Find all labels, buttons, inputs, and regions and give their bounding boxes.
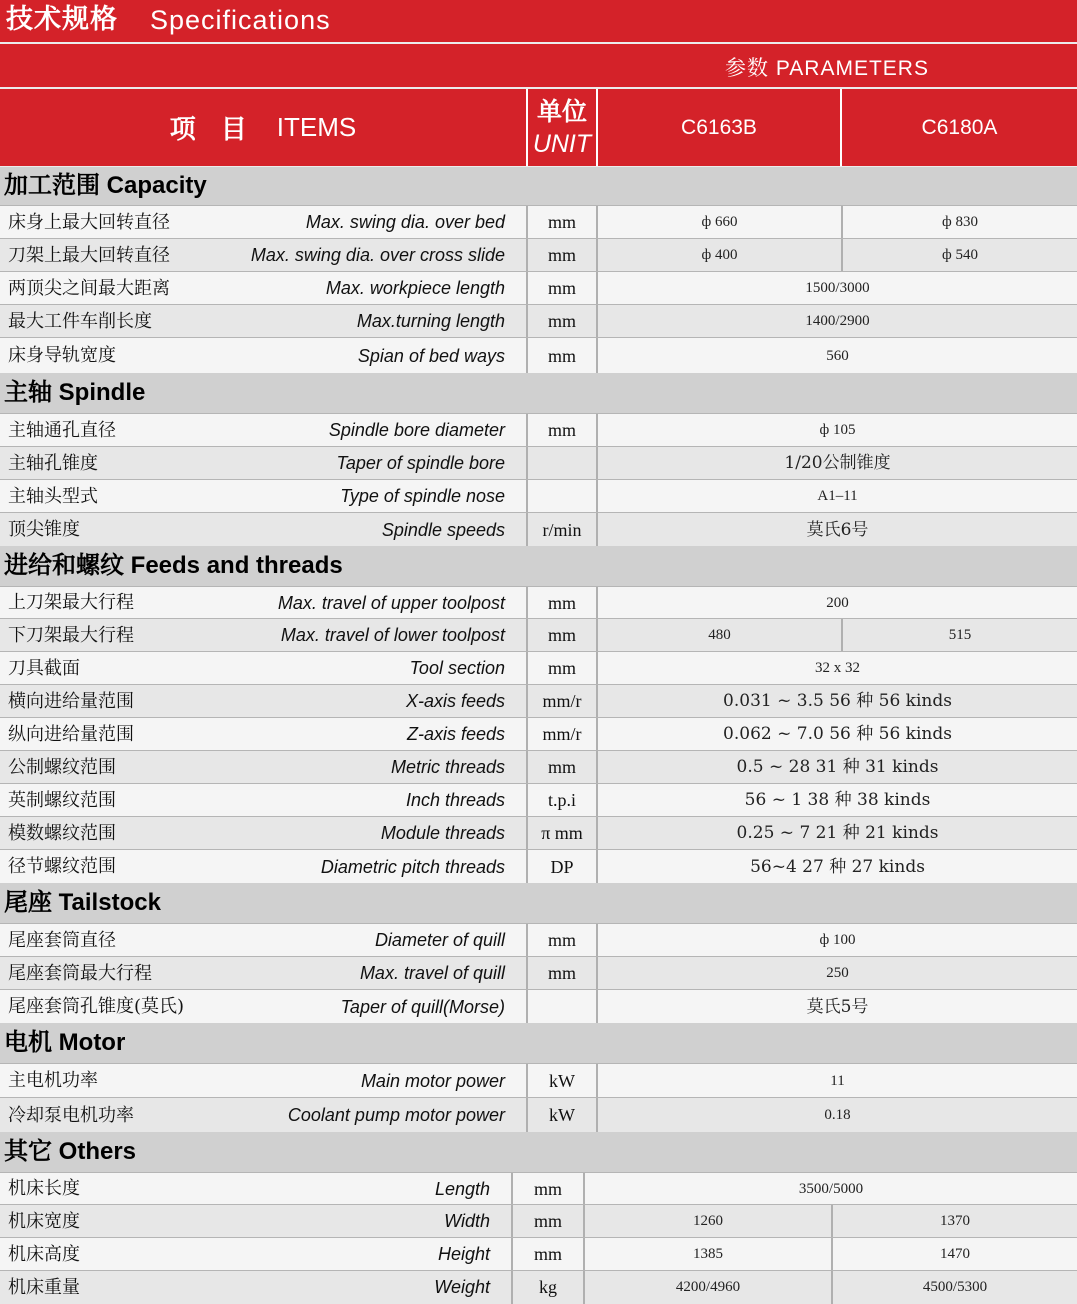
row-unit: mm: [547, 930, 576, 950]
row-unit: mm: [547, 346, 576, 366]
row-label-en: Taper of quill(Morse): [340, 997, 505, 1017]
spec-row: [0, 205, 1077, 239]
row-label-en: Type of spindle nose: [340, 486, 505, 506]
value-model-1: 1260: [693, 1213, 723, 1229]
row-unit: mm: [547, 625, 576, 645]
spec-row: [0, 1097, 1077, 1133]
spec-row: [0, 586, 1077, 619]
section-capacity: [0, 167, 1077, 205]
header-items-cn: 项 目: [169, 115, 255, 145]
row-label-cn: 主轴头型式: [8, 486, 98, 507]
row-label-cn: 刀架上最大回转直径: [8, 245, 170, 266]
row-unit: mm: [547, 963, 576, 983]
row-label-en: Spindle bore diameter: [328, 420, 505, 440]
value-shared: 0.5 ~ 28 31 种 31 kinds: [736, 757, 939, 777]
row-label-cn: 刀具截面: [8, 658, 80, 679]
row-unit: mm: [547, 420, 576, 440]
row-label-cn: 两顶尖之间最大距离: [8, 278, 170, 299]
row-label-en: Metric threads: [390, 757, 505, 777]
spec-row: [0, 512, 1077, 547]
row-unit: mm: [533, 1211, 562, 1231]
row-label-en: Spindle speeds: [381, 520, 505, 540]
section-motor: [0, 1023, 1077, 1063]
spec-row: [0, 651, 1077, 685]
title-en: Specifications: [150, 5, 331, 35]
value-shared: ф 100: [819, 932, 856, 948]
column-divider: [526, 990, 528, 1024]
value-shared: 200: [826, 595, 849, 611]
spec-row: [0, 446, 1077, 480]
row-unit: kW: [549, 1105, 575, 1125]
spec-row: [0, 238, 1077, 272]
row-label-en: Length: [434, 1179, 490, 1199]
spec-row: [0, 479, 1077, 513]
row-label-cn: 最大工件车削长度: [8, 311, 152, 332]
spec-row: [0, 1237, 1077, 1271]
section-title: 其它 Others: [4, 1138, 137, 1165]
value-shared: 莫氏6号: [806, 520, 869, 540]
row-unit: DP: [550, 857, 574, 877]
value-shared: A1–11: [817, 488, 858, 504]
row-label-en: Main motor power: [360, 1071, 505, 1091]
value-shared: 11: [830, 1073, 845, 1089]
spec-row: [0, 923, 1077, 957]
row-unit: mm: [547, 311, 576, 331]
section-title: 进给和螺纹 Feeds and threads: [4, 552, 343, 579]
row-unit: mm/r: [542, 724, 582, 744]
parameters-label: 参数 PARAMETERS: [725, 57, 929, 80]
section-title: 主轴 Spindle: [4, 379, 146, 406]
value-shared: 0.062 ~ 7.0 56 种 56 kinds: [723, 724, 952, 744]
parameters-bar: [0, 44, 1077, 87]
row-label-en: Max. swing dia. over cross slide: [250, 245, 505, 265]
column-divider: [526, 480, 528, 513]
header-unit: [528, 89, 596, 166]
row-label-en: Max. workpiece length: [325, 278, 505, 298]
row-label-cn: 径节螺纹范围: [8, 856, 116, 877]
row-label-cn: 公制螺纹范围: [8, 757, 116, 778]
title-cn: 技术规格: [6, 4, 118, 35]
value-model-1: ф 660: [701, 214, 738, 230]
value-shared: 0.031 ~ 3.5 56 种 56 kinds: [723, 691, 952, 711]
header-unit-cn: 单位: [536, 96, 587, 126]
row-label-cn: 冷却泵电机功率: [8, 1105, 134, 1126]
spec-row: [0, 956, 1077, 990]
value-model-2: 1370: [940, 1213, 970, 1229]
row-label-en: Height: [437, 1244, 490, 1264]
row-label-en: Max.turning length: [356, 311, 505, 331]
header-items: [0, 89, 526, 166]
section-tailstock: [0, 883, 1077, 923]
value-model-1: 1385: [693, 1246, 723, 1262]
row-label-en: Max. swing dia. over bed: [305, 212, 505, 232]
section-title: 加工范围 Capacity: [4, 172, 207, 199]
row-label-en: Coolant pump motor power: [287, 1105, 505, 1125]
header-unit-en: UNIT: [532, 129, 592, 158]
row-label-en: Max. travel of upper toolpost: [277, 593, 505, 613]
value-model-2: 515: [948, 627, 972, 643]
header-model-2: C6180A: [921, 115, 998, 139]
row-label-en: Diameter of quill: [374, 930, 505, 950]
row-label-cn: 主电机功率: [8, 1070, 98, 1091]
spec-row: [0, 684, 1077, 718]
spec-row: [0, 1204, 1077, 1238]
row-label-cn: 尾座套筒最大行程: [8, 963, 152, 984]
spec-row: [0, 304, 1077, 338]
spec-row: [0, 750, 1077, 784]
row-unit: kW: [549, 1071, 575, 1091]
row-label-cn: 尾座套筒直径: [8, 930, 116, 951]
value-shared: 56~4 27 种 27 kinds: [750, 857, 925, 877]
value-model-1: ф 400: [701, 247, 738, 263]
row-unit: π mm: [541, 823, 583, 843]
row-label-en: Inch threads: [405, 790, 505, 810]
row-unit: mm: [533, 1179, 562, 1199]
row-label-cn: 英制螺纹范围: [8, 790, 116, 811]
row-label-cn: 机床长度: [8, 1178, 80, 1199]
row-unit: t.p.i: [547, 790, 576, 810]
row-label-cn: 机床重量: [8, 1277, 80, 1298]
spec-row: [0, 849, 1077, 884]
value-shared: 32 x 32: [815, 660, 860, 676]
section-title: 尾座 Tailstock: [4, 889, 161, 916]
section-others: [0, 1132, 1077, 1172]
row-unit: mm: [547, 212, 576, 232]
spec-row: [0, 816, 1077, 850]
section-feeds: [0, 546, 1077, 586]
section-spindle: [0, 373, 1077, 413]
row-label-cn: 主轴通孔直径: [8, 420, 116, 441]
title-bar: [0, 0, 1077, 42]
row-unit: mm: [547, 278, 576, 298]
value-shared: 0.18: [824, 1107, 851, 1123]
value-model-1: 4200/4960: [675, 1279, 741, 1295]
spec-row: [0, 271, 1077, 305]
row-unit: mm: [547, 245, 576, 265]
table-header: [0, 89, 1077, 166]
row-label-en: Max. travel of quill: [359, 963, 505, 983]
row-unit: r/min: [542, 520, 582, 540]
value-shared: 56 ~ 1 38 种 38 kinds: [744, 790, 931, 810]
row-unit: mm: [547, 757, 576, 777]
row-unit: mm: [533, 1244, 562, 1264]
spec-row: [0, 337, 1077, 374]
spec-row: [0, 618, 1077, 652]
row-label-cn: 机床高度: [8, 1244, 80, 1265]
value-shared: 250: [826, 965, 849, 981]
value-shared: 1/20公制锥度: [784, 453, 891, 473]
row-label-en: Max. travel of lower toolpost: [280, 625, 505, 645]
spec-row: [0, 413, 1077, 447]
header-model-1: C6163B: [681, 115, 757, 139]
row-unit: kg: [539, 1277, 557, 1297]
row-label-cn: 上刀架最大行程: [8, 592, 134, 613]
row-label-en: Taper of spindle bore: [336, 453, 505, 473]
value-model-2: ф 540: [942, 247, 978, 263]
row-label-cn: 模数螺纹范围: [8, 823, 116, 844]
value-model-2: 4500/5300: [922, 1279, 988, 1295]
section-title: 电机 Motor: [4, 1029, 126, 1056]
row-label-cn: 床身导轨宽度: [8, 345, 116, 366]
row-unit: mm: [547, 658, 576, 678]
row-label-cn: 顶尖锥度: [8, 519, 80, 540]
row-label-en: Tool section: [409, 658, 505, 678]
value-shared: 3500/5000: [798, 1181, 864, 1197]
row-label-cn: 尾座套筒孔锥度(莫氏): [8, 996, 185, 1017]
row-unit: mm: [547, 593, 576, 613]
row-label-en: X-axis feeds: [405, 691, 505, 711]
row-label-cn: 床身上最大回转直径: [8, 212, 170, 233]
row-label-cn: 主轴孔锥度: [8, 453, 98, 474]
row-label-cn: 下刀架最大行程: [8, 625, 134, 646]
row-label-en: Module threads: [380, 823, 505, 843]
value-model-2: 1470: [940, 1246, 970, 1262]
spec-row: [0, 717, 1077, 751]
value-shared: 1400/2900: [805, 313, 870, 329]
row-unit: mm/r: [542, 691, 582, 711]
row-label-en: Spian of bed ways: [357, 346, 505, 366]
spec-row: [0, 1172, 1077, 1205]
spec-row: [0, 783, 1077, 817]
spec-row: [0, 1063, 1077, 1098]
row-label-cn: 横向进给量范围: [8, 691, 134, 712]
column-divider: [526, 447, 528, 480]
value-shared: 莫氏5号: [806, 997, 869, 1017]
row-label-en: Width: [444, 1211, 490, 1231]
value-shared: 0.25 ~ 7 21 种 21 kinds: [736, 823, 939, 843]
value-shared: 560: [826, 348, 849, 364]
row-label-en: Weight: [434, 1277, 490, 1297]
value-model-1: 480: [708, 627, 731, 643]
value-shared: 1500/3000: [805, 280, 870, 296]
row-label-cn: 机床宽度: [8, 1211, 80, 1232]
row-label-en: Z-axis feeds: [406, 724, 505, 744]
row-label-en: Diametric pitch threads: [320, 857, 505, 877]
row-label-cn: 纵向进给量范围: [8, 724, 134, 745]
header-items-en: ITEMS: [276, 112, 357, 142]
value-model-2: ф 830: [942, 214, 978, 230]
spec-row: [0, 1270, 1077, 1304]
spec-row: [0, 989, 1077, 1024]
value-shared: ф 105: [819, 422, 856, 438]
